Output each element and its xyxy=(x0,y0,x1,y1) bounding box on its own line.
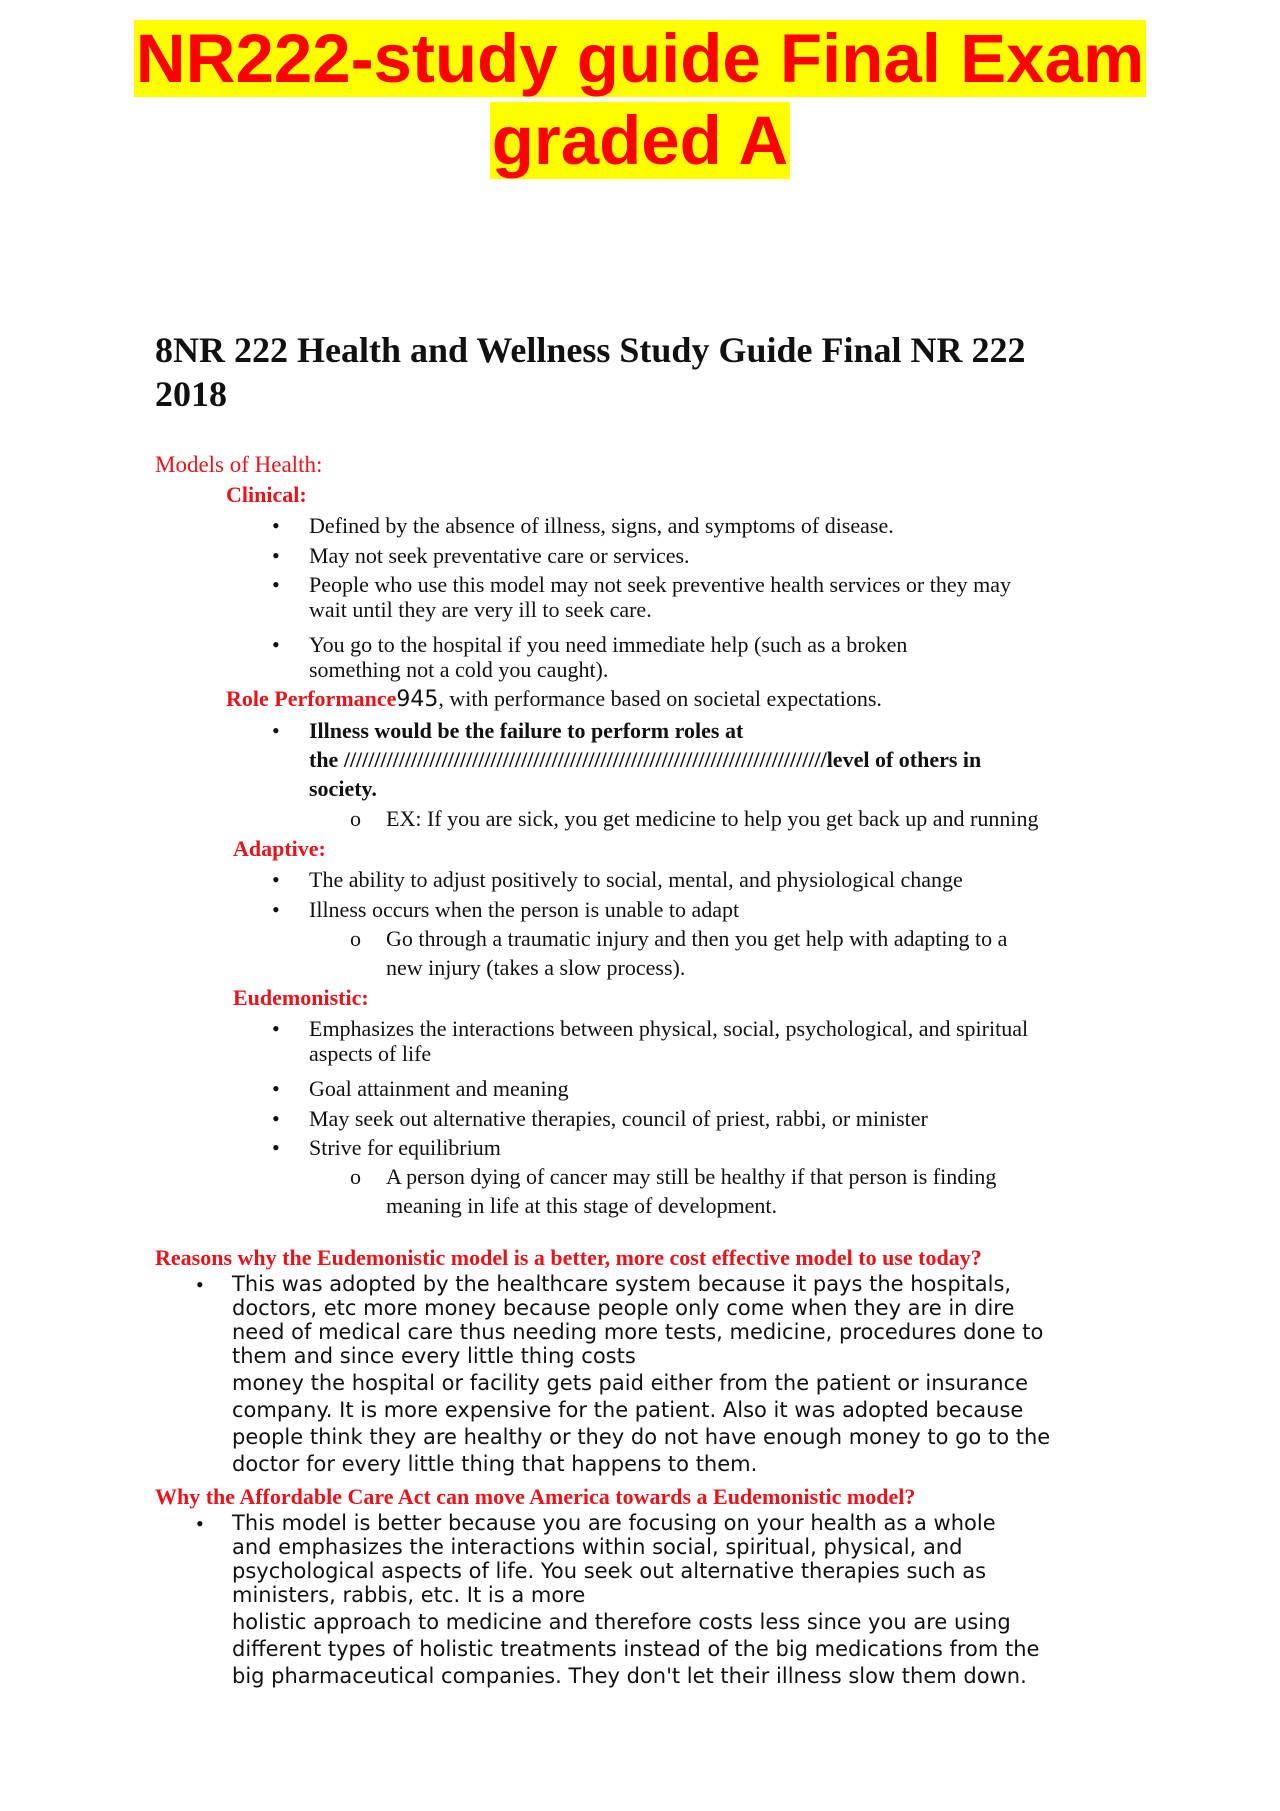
answer-line: company. It is more expensive for the patient. Also it was adopted because xyxy=(232,1398,1024,1422)
list-item: Strive for equilibrium xyxy=(309,1135,501,1160)
bullet-marker: • xyxy=(272,1106,280,1131)
banner-line-2: graded A xyxy=(491,102,789,179)
answer-line: doctors, etc more money because people only come when they are in dire xyxy=(232,1296,1015,1320)
list-item: Defined by the absence of illness, signs, and symptoms of disease. xyxy=(309,513,894,538)
bullet-marker: • xyxy=(272,572,280,597)
list-item: Emphasizes the interactions between physical, social, psychological, and spiritual xyxy=(309,1016,1029,1041)
sub-list-item: EX: If you are sick, you get medicine to help you get back up and running xyxy=(386,806,1039,831)
answer-line: big pharmaceutical companies. They don't let their illness slow them down. xyxy=(232,1664,1027,1688)
answer-line: holistic approach to medicine and therefore costs less since you are using xyxy=(232,1610,1011,1634)
list-item: Goal attainment and meaning xyxy=(309,1076,569,1101)
list-item: May seek out alternative therapies, council of priest, rabbi, or minister xyxy=(309,1106,928,1131)
eudemonistic-label: Eudemonistic: xyxy=(233,985,369,1010)
question-heading: Reasons why the Eudemonistic model is a better, more cost effective model to use today? xyxy=(155,1245,982,1270)
answer-line: people think they are healthy or they do not have enough money to go to the xyxy=(232,1425,1051,1449)
banner-line-1: NR222-study guide Final Exam xyxy=(135,20,1145,97)
models-heading: Models of Health: xyxy=(155,452,323,477)
bullet-marker: • xyxy=(272,897,280,922)
answer-line: them and since every little thing costs xyxy=(232,1344,636,1368)
bullet-marker: • xyxy=(272,632,280,657)
answer-line: different types of holistic treatments instead of the big medications from the xyxy=(232,1637,1040,1661)
list-item-continuation: wait until they are very ill to seek care. xyxy=(309,597,652,622)
list-item-continuation: the ///////////////////////////////////////////////////////////////////////////////level of others in xyxy=(309,747,982,772)
role-performance-line xyxy=(226,686,882,713)
document-title xyxy=(155,328,1115,416)
answer-line: need of medical care thus needing more tests, medicine, procedures done to xyxy=(232,1320,1044,1344)
list-item: People who use this model may not seek preventive health services or they may xyxy=(309,572,1011,597)
list-item: Illness would be the failure to perform roles at xyxy=(309,718,744,743)
answer-line: and emphasizes the interactions within social, spiritual, physical, and xyxy=(232,1535,963,1559)
bullet-marker: • xyxy=(272,1016,280,1041)
sub-bullet-marker: o xyxy=(350,1164,361,1189)
banner-title xyxy=(0,18,1280,182)
answer-line: psychological aspects of life. You seek out alternative therapies such as xyxy=(232,1559,987,1583)
bullet-marker: • xyxy=(272,543,280,568)
list-item: You go to the hospital if you need immediate help (such as a broken xyxy=(309,632,908,657)
sub-list-item-continuation: meaning in life at this stage of development. xyxy=(386,1193,778,1218)
list-item-continuation: society. xyxy=(309,776,377,801)
answer-line: This model is better because you are focusing on your health as a whole xyxy=(232,1511,996,1535)
list-item: The ability to adjust positively to social, mental, and physiological change xyxy=(309,867,963,892)
sub-bullet-marker: o xyxy=(350,926,361,951)
bullet-marker: • xyxy=(272,867,280,892)
list-item: May not seek preventative care or services. xyxy=(309,543,690,568)
bullet-marker: • xyxy=(272,513,280,538)
sub-bullet-marker: o xyxy=(350,806,361,831)
role-performance-desc: , with performance based on societal expectations. xyxy=(438,686,882,711)
document-title-line-1: 8NR 222 Health and Wellness Study Guide Final NR 222 xyxy=(155,330,1026,370)
bullet-marker: • xyxy=(272,1135,280,1160)
sub-list-item: A person dying of cancer may still be healthy if that person is finding xyxy=(386,1164,997,1189)
answer-line: doctor for every little thing that happens to them. xyxy=(232,1452,758,1476)
bullet-marker: • xyxy=(196,1272,204,1297)
sub-list-item-continuation: new injury (takes a slow process). xyxy=(386,955,686,980)
bullet-marker: • xyxy=(196,1511,204,1536)
list-item-continuation: something not a cold you caught). xyxy=(309,657,609,682)
answer-line: money the hospital or facility gets paid either from the patient or insurance xyxy=(232,1371,1029,1395)
sub-list-item: Go through a traumatic injury and then you get help with adapting to a xyxy=(386,926,1008,951)
adaptive-label: Adaptive: xyxy=(233,836,326,861)
clinical-label: Clinical: xyxy=(226,482,307,507)
answer-line: ministers, rabbis, etc. It is a more xyxy=(232,1583,586,1607)
role-performance-number: 945 xyxy=(396,687,439,712)
role-performance-label: Role Performance xyxy=(226,686,397,711)
document-title-line-2: 2018 xyxy=(155,374,227,414)
bullet-marker: • xyxy=(272,1076,280,1101)
bullet-marker: • xyxy=(272,718,280,743)
list-item-continuation: aspects of life xyxy=(309,1041,432,1066)
list-item: Illness occurs when the person is unable to adapt xyxy=(309,897,740,922)
answer-line: This was adopted by the healthcare system because it pays the hospitals, xyxy=(232,1272,1012,1296)
question-heading: Why the Affordable Care Act can move America towards a Eudemonistic model? xyxy=(155,1484,916,1509)
